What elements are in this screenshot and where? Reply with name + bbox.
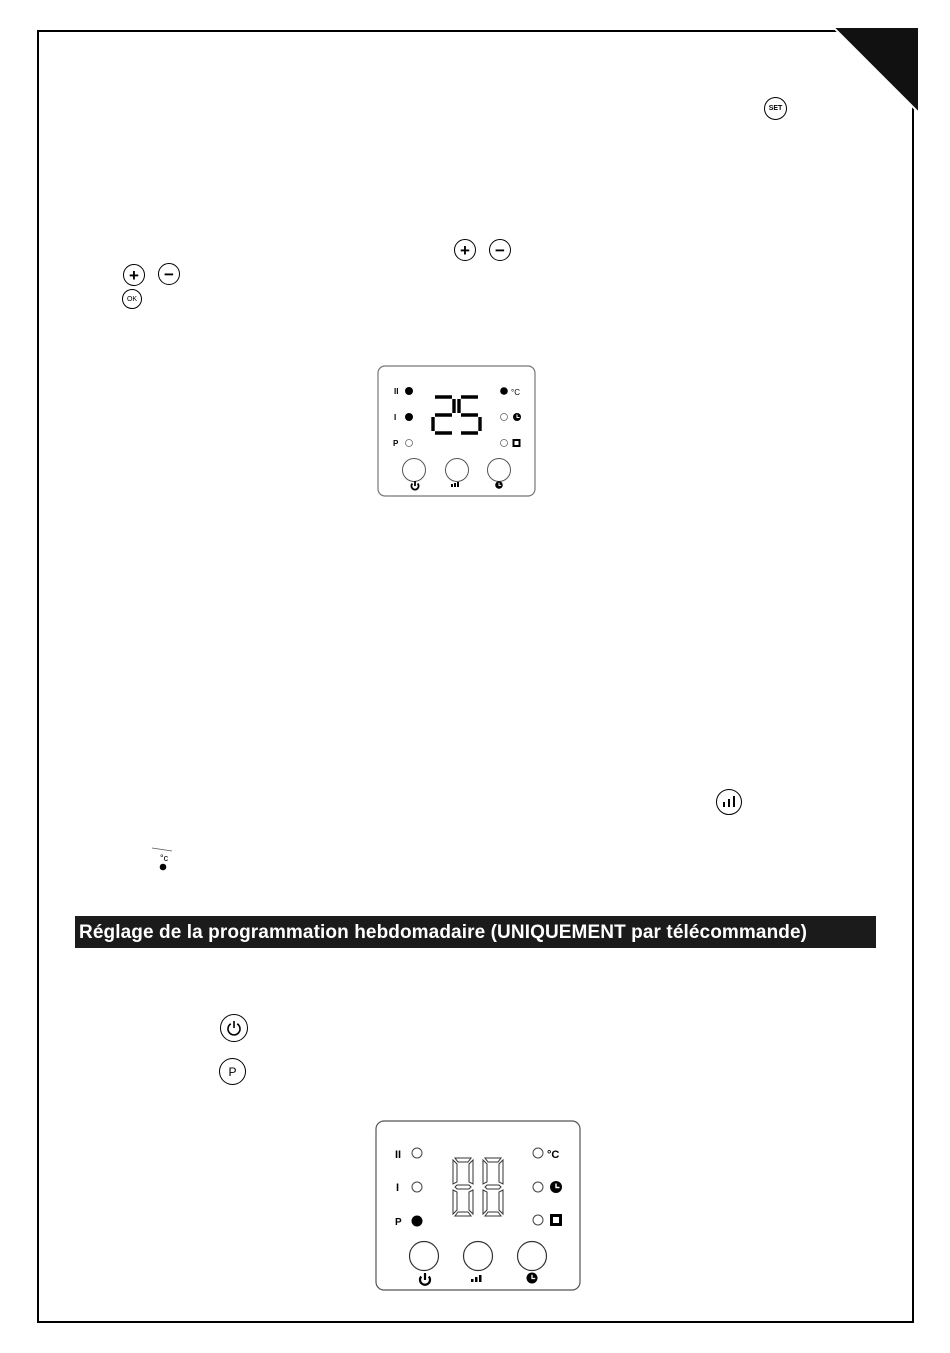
minus-button-icon: − bbox=[158, 263, 180, 285]
program-button-icon: P bbox=[219, 1058, 246, 1085]
minus-button-icon: − bbox=[489, 239, 511, 261]
led-label-p: P bbox=[393, 439, 399, 448]
celsius-indicator-icon bbox=[152, 845, 178, 873]
led-celsius bbox=[500, 387, 508, 395]
panel-fan-button bbox=[464, 1242, 493, 1271]
led-timer bbox=[501, 414, 508, 421]
led-week bbox=[501, 440, 508, 447]
led-eco bbox=[412, 1182, 422, 1192]
led-label-i: I bbox=[394, 413, 397, 422]
celsius-label: °C bbox=[547, 1149, 560, 1161]
celsius-label: °C bbox=[511, 388, 520, 397]
ok-button-icon: OK bbox=[122, 289, 142, 309]
led-celsius bbox=[533, 1148, 543, 1158]
panel-fan-button bbox=[446, 459, 469, 482]
led-label-p: P bbox=[395, 1217, 402, 1228]
clock-icon bbox=[513, 413, 521, 421]
clock-icon bbox=[550, 1181, 562, 1193]
section-heading bbox=[75, 916, 876, 948]
led-comfort bbox=[405, 387, 413, 395]
set-button-icon: SET bbox=[764, 97, 787, 120]
celsius-indicator-label: °c bbox=[160, 853, 169, 863]
led-label-ii: II bbox=[394, 387, 399, 396]
plus-button-icon: + bbox=[123, 264, 145, 286]
section-heading-text: Réglage de la programmation hebdomadaire (UNIQUEMENT par télécommande) bbox=[79, 922, 808, 943]
panel-power-button bbox=[403, 459, 426, 482]
clock-icon bbox=[495, 481, 503, 489]
plus-button-icon: + bbox=[454, 239, 476, 261]
clock-icon bbox=[527, 1273, 538, 1284]
led-eco bbox=[405, 413, 413, 421]
fan-speed-button-icon bbox=[716, 789, 742, 815]
led-week bbox=[533, 1215, 543, 1225]
corner-tab bbox=[834, 28, 918, 112]
led-comfort bbox=[412, 1148, 422, 1158]
panel-timer-button bbox=[518, 1242, 547, 1271]
display-panel-program bbox=[375, 1120, 581, 1291]
led-label-ii: II bbox=[395, 1149, 402, 1161]
led-label-i: I bbox=[396, 1182, 400, 1194]
led-program bbox=[406, 440, 413, 447]
week-icon bbox=[513, 439, 521, 447]
led-program bbox=[412, 1216, 423, 1227]
display-panel-current bbox=[377, 365, 536, 497]
week-icon bbox=[550, 1214, 562, 1226]
power-button-icon bbox=[220, 1014, 248, 1042]
panel-timer-button bbox=[488, 459, 511, 482]
panel-power-button bbox=[410, 1242, 439, 1271]
led-timer bbox=[533, 1182, 543, 1192]
